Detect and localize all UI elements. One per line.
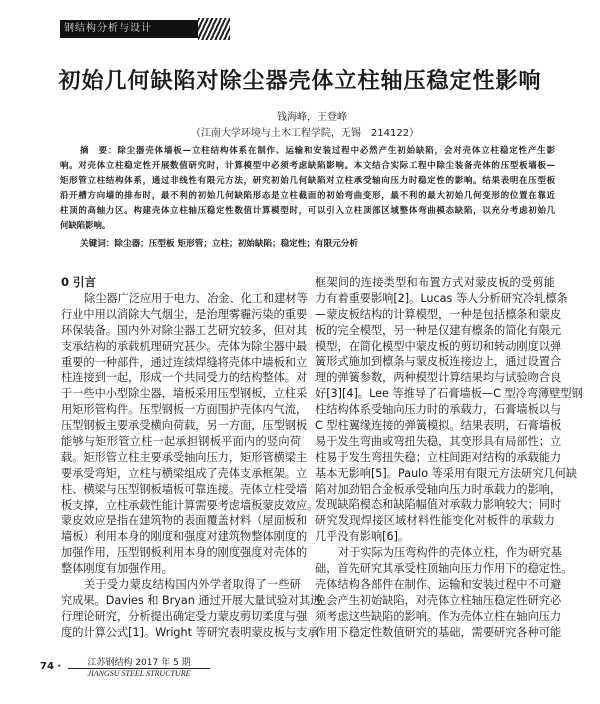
body-text-line: 础，首先研究其承受柱顶轴向压力作用下的稳定性。 bbox=[315, 562, 573, 576]
body-text-line: 陷对加劲铝合金板承受轴向压力时承载力的影响， bbox=[315, 482, 562, 496]
body-text-line: 簧形式施加到檩条与蒙皮板连接边上，通过设置合 bbox=[315, 355, 562, 369]
body-text-line: 几乎没有影响[6]。 bbox=[315, 530, 410, 544]
body-text-line: 能够与矩形管立柱一起承担钢板平面内的竖向荷 bbox=[61, 435, 301, 449]
body-text-line: —蒙皮板结构的计算模型，一种是包括檩条和蒙皮 bbox=[315, 307, 562, 321]
body-text-line: 基本无影响[5]。Paulo 等采用有限元方法研究几何缺 bbox=[315, 466, 578, 480]
banner-stripes-decoration bbox=[198, 18, 230, 40]
body-text-line: 柱结构体系受轴向压力时的承载力，石膏墙板以与 bbox=[315, 403, 562, 417]
body-text-line: 究成果。Davies 和 Bryan 通过开展大量试验对其进 bbox=[61, 593, 322, 607]
keywords-label: 关键词： bbox=[80, 239, 115, 249]
section-heading: 0 引言 bbox=[61, 275, 97, 289]
body-text-line: 板的完全模型，另一种是仅建有檩条的简化有限元 bbox=[315, 323, 562, 337]
body-text-line: 度的计算公式[1]。Wright 等研究表明蒙皮板与支承 bbox=[61, 625, 319, 639]
right-column bbox=[315, 275, 583, 640]
body-text-line: 要承受弯矩，立柱与横梁组成了壳体支承框架。立 bbox=[61, 466, 308, 480]
body-text-line: 墙板）利用本身的刚度和强度对建筑物整体刚度的 bbox=[61, 530, 308, 544]
body-text-line: 于一些中小型除尘器，墙板采用压型钢板，立柱采 bbox=[61, 387, 308, 401]
body-text-line: 框架间的连接类型和布置方式对蒙皮板的受剪能 bbox=[315, 276, 555, 289]
abstract-line: 何缺陷影响。 bbox=[60, 220, 111, 230]
body-text-line: 免会产生初始缺陷，对壳体立柱轴压稳定性研究必 bbox=[315, 593, 562, 607]
body-text-line: 行业中用以消除大气烟尘，是治理雾霾污染的重要 bbox=[61, 307, 308, 321]
body-text-line: 用矩形管构件。压型钢板一方面围护壳体内气流， bbox=[61, 403, 308, 417]
body-text-line: 支承结构的承载机理研究甚少。壳体为除尘器中最 bbox=[61, 339, 308, 353]
body-text-line: 力有着重要影响[2]。Lucas 等人分析研究冷轧檩条 bbox=[315, 291, 568, 305]
body-text-line: 好[3][4]。Lee 等推导了石膏墙板—C 型冷弯薄壁型钢 bbox=[315, 387, 583, 401]
authors: 钱海峰，王登峰 bbox=[277, 112, 347, 123]
body-text-line: 壳体结构各部件在制作、运输和安装过程中不可避 bbox=[315, 577, 562, 591]
body-text-line: C 型柱翼缘连接的弹簧模拟。结果表明，石膏墙板 bbox=[315, 419, 562, 433]
body-text-line: 须考虑这些缺陷的影响。作为壳体立柱在轴向压力 bbox=[315, 609, 562, 623]
body-text-line: 载。矩形管立柱主要承受轴向压力，矩形管横梁主 bbox=[61, 450, 308, 464]
abstract-line: 响。对壳体立柱稳定性开展数值研究时，计算模型中必须考虑缺陷影响。本文结合实际工程中除尘装备壳体的压型板墙板— bbox=[60, 160, 555, 170]
keywords-text: 除尘器；压型板 矩形管；立柱；初始缺陷；稳定性；有限元分析 bbox=[114, 239, 359, 249]
abstract-line: 柱顶的高轴力区。构建壳体立柱轴压稳定性数值计算模型时，可以引入立柱顶部区域整体弯曲模态缺陷，以充分考虑初始几 bbox=[60, 205, 555, 215]
body-text-line: 模型，在简化模型中蒙皮板的剪切和转动刚度以弹 bbox=[315, 339, 562, 353]
body-text-line: 柱、横梁与压型钢板墙板可靠连接。壳体立柱受墙 bbox=[61, 482, 308, 496]
body-text-line: 易于发生弯曲或弯扭失稳，其变形具有局部性；立 bbox=[315, 434, 562, 448]
affiliation: （江南大学环境与土木工程学院，无锡 214122） bbox=[190, 128, 420, 139]
left-column bbox=[61, 274, 322, 641]
body-text-line: 柱连接到一起，形成一个共同受力的结构整体。对 bbox=[61, 371, 308, 385]
body-text-line: 重要的一种部件，通过连续焊缝将壳体中墙板和立 bbox=[61, 355, 308, 369]
journal-name-cn: 江苏钢结构 2017 年 5 期 bbox=[68, 655, 210, 669]
abstract-line: 摘 要：除尘器壳体墙板—立柱结构体系在制作、运输和安装过程中必然产生初始缺陷，会对壳体立柱稳定性产生影 bbox=[80, 145, 555, 155]
abstract-line: 沿开槽方向墙的排布时，最不利的初始几何缺陷形态是立柱截面的初始弯曲变形，最不利的最大初始几何变形的位置在靠近 bbox=[60, 190, 555, 200]
body-text-line: 板支撑，立柱承载性能计算需要考虑墙板蒙皮效应。 bbox=[61, 498, 319, 512]
body-text-line: 对于实际为压弯构件的壳体立柱，作为研究基 bbox=[338, 546, 562, 560]
body-text-line: 关于受力蒙皮结构国内外学者取得了一些研 bbox=[84, 578, 301, 592]
journal-section-banner: 钢结构分析与设计 bbox=[60, 20, 200, 38]
body-text-line: 行理论研究，分析提出确定受力蒙皮剪切柔度与强 bbox=[61, 609, 308, 623]
abstract-line: 矩形管立柱结构体系，通过非线性有限元方法，研究初始几何缺陷对立柱承受轴向压力时稳定性的影响。结果表明在压型板 bbox=[60, 175, 555, 185]
paper-title: 初始几何缺陷对除尘器壳体立柱轴压稳定性影响 bbox=[58, 69, 542, 94]
body-text-line: 研究发现焊接区域材料性能变化对板件的承载力 bbox=[315, 514, 555, 528]
keywords bbox=[80, 237, 358, 249]
body-text-line: 柱易于发生弯扭失稳；立柱间距对结构的承载能力 bbox=[315, 450, 562, 464]
body-text-line: 发现缺陷模态和缺陷幅值对承载力影响较大；同时 bbox=[315, 498, 562, 512]
body-text-line: 理的弹簧参数，两种模型计算结果均与试验吻合良 bbox=[315, 371, 562, 385]
body-text-line: 环保装备。国内外对除尘器工艺研究较多，但对其 bbox=[61, 323, 308, 337]
body-text-line: 除尘器广泛应用于电力、冶金、化工和建材等 bbox=[84, 292, 308, 305]
journal-name-en: JIANGSU STEEL STRUCTURE bbox=[87, 669, 191, 678]
body-text-line: 压型钢板主要承受横向荷载，另一方面，压型钢板 bbox=[61, 419, 308, 433]
body-text-line: 蒙皮效应是指在建筑物的表面覆盖材料（屋面板和 bbox=[61, 514, 308, 528]
page-number: 74 · bbox=[40, 661, 62, 672]
body-text-line: 加强作用，压型钢板利用本身的刚度强度对壳体的 bbox=[61, 546, 308, 560]
body-text-line: 整体刚度有加强作用。 bbox=[61, 562, 173, 576]
body-text-line: 作用下稳定性数值研究的基础，需要研究各种可能 bbox=[315, 625, 562, 639]
